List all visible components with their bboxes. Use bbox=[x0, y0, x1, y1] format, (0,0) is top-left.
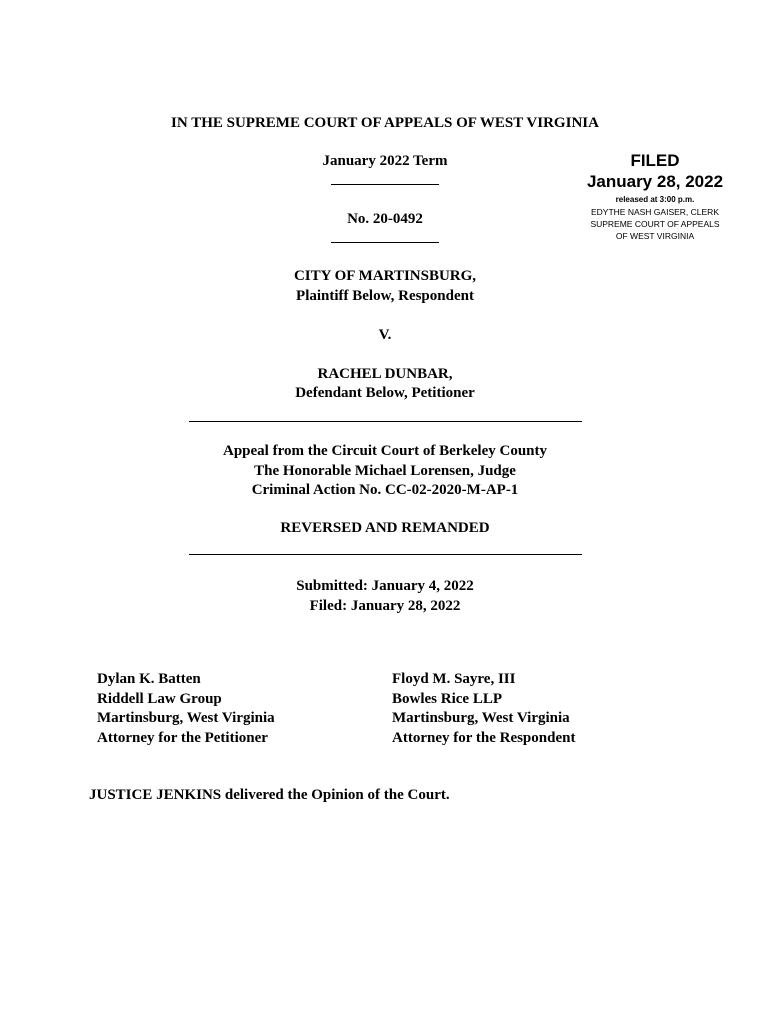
disposition: REVERSED AND REMANDED bbox=[280, 520, 490, 536]
respondent-attorney-name: Floyd M. Sayre, III bbox=[392, 671, 516, 687]
filed-date-line: Filed: January 28, 2022 bbox=[309, 598, 461, 614]
filed-date: January 28, 2022 bbox=[586, 172, 724, 191]
plaintiff-name: CITY OF MARTINSBURG, bbox=[293, 268, 477, 284]
appeal-line2: The Honorable Michael Lorensen, Judge bbox=[254, 463, 516, 479]
respondent-attorney-firm: Bowles Rice LLP bbox=[392, 690, 502, 707]
defendant-role: Defendant Below, Petitioner bbox=[295, 385, 475, 401]
filed-released: released at 3:00 p.m. bbox=[615, 195, 695, 204]
respondent-attorney-location: Martinsburg, West Virginia bbox=[392, 710, 570, 726]
petitioner-attorney-location: Martinsburg, West Virginia bbox=[97, 710, 275, 726]
appeal-line3: Criminal Action No. CC-02-2020-M-AP-1 bbox=[251, 482, 519, 498]
petitioner-attorney-role: Attorney for the Petitioner bbox=[97, 729, 268, 746]
filed-court-line2: OF WEST VIRGINIA bbox=[615, 231, 695, 241]
petitioner-attorney-firm: Riddell Law Group bbox=[97, 690, 222, 707]
filed-court-line1: SUPREME COURT OF APPEALS bbox=[590, 219, 720, 229]
term-divider bbox=[331, 183, 439, 185]
opinion-delivered: JUSTICE JENKINS delivered the Opinion of the Court. bbox=[89, 787, 450, 803]
petitioner-attorney-name: Dylan K. Batten bbox=[97, 671, 201, 687]
respondent-attorney-role: Attorney for the Respondent bbox=[392, 729, 576, 746]
filed-label: FILED bbox=[630, 151, 680, 170]
term-label: January 2022 Term bbox=[322, 153, 448, 169]
divider-bottom bbox=[189, 554, 582, 555]
plaintiff-role: Plaintiff Below, Respondent bbox=[296, 288, 474, 304]
versus: V. bbox=[378, 327, 392, 343]
filed-stamp bbox=[584, 150, 726, 242]
attorney-petitioner bbox=[97, 670, 275, 748]
defendant-name: RACHEL DUNBAR, bbox=[317, 366, 453, 382]
attorney-respondent bbox=[392, 670, 575, 748]
appeal-line1: Appeal from the Circuit Court of Berkeley County bbox=[223, 443, 547, 459]
submitted-date: Submitted: January 4, 2022 bbox=[296, 578, 474, 594]
court-title: IN THE SUPREME COURT OF APPEALS OF WEST VIRGINIA bbox=[171, 115, 599, 131]
divider-top bbox=[189, 421, 582, 422]
case-number: No. 20-0492 bbox=[347, 211, 423, 227]
filed-clerk: EDYTHE NASH GAISER, CLERK bbox=[590, 207, 719, 217]
case-divider bbox=[331, 241, 439, 243]
